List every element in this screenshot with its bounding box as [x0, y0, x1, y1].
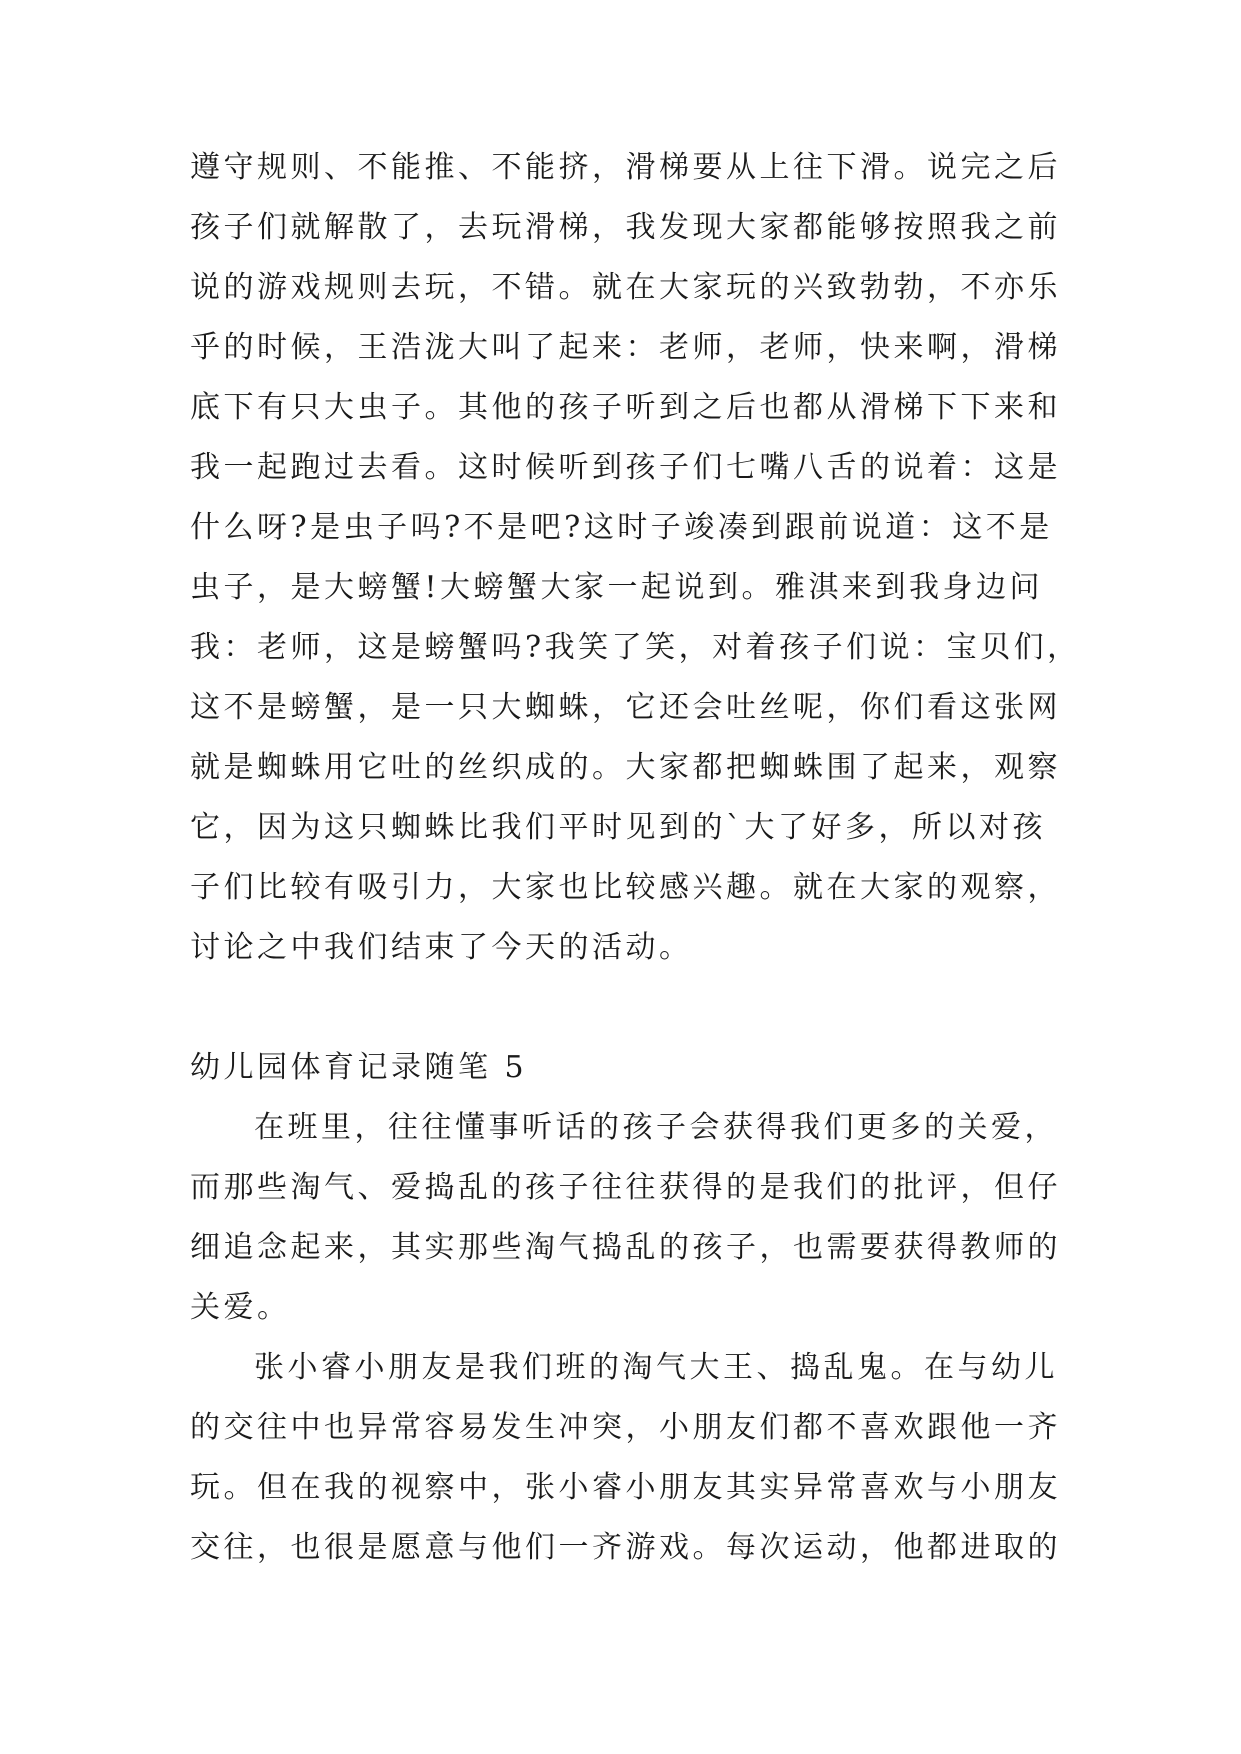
body-text-line: 它，因为这只蜘蛛比我们平时见到的`大了好多，所以对孩 — [190, 810, 1046, 845]
paragraph-line: 玩。但在我的视察中，张小睿小朋友其实异常喜欢与小朋友 — [190, 1470, 1061, 1505]
body-text-line: 子们比较有吸引力，大家也比较感兴趣。就在大家的观察， — [190, 870, 1061, 905]
body-text-line: 底下有只大虫子。其他的孩子听到之后也都从滑梯下下来和 — [190, 390, 1061, 425]
paragraph-line: 关爱。 — [190, 1290, 291, 1325]
body-text-line: 虫子，是大螃蟹!大螃蟹大家一起说到。雅淇来到我身边问 — [190, 570, 1044, 605]
section-heading: 幼儿园体育记录随笔 5 — [190, 1050, 528, 1085]
body-text-line: 就是蜘蛛用它吐的丝织成的。大家都把蜘蛛围了起来，观察 — [190, 750, 1061, 785]
paragraph-line: 在班里，往往懂事听话的孩子会获得我们更多的关爱， — [254, 1110, 1058, 1145]
body-text-line: 乎的时候，王浩泷大叫了起来：老师，老师，快来啊，滑梯 — [190, 330, 1061, 365]
body-text-line: 说的游戏规则去玩，不错。就在大家玩的兴致勃勃，不亦乐 — [190, 270, 1061, 305]
paragraph-line: 交往，也很是愿意与他们一齐游戏。每次运动，他都进取的 — [190, 1530, 1061, 1565]
paragraph-line: 而那些淘气、爱捣乱的孩子往往获得的是我们的批评，但仔 — [190, 1170, 1061, 1205]
body-text-line: 孩子们就解散了，去玩滑梯，我发现大家都能够按照我之前 — [190, 210, 1061, 245]
body-text-line: 遵守规则、不能推、不能挤，滑梯要从上往下滑。说完之后 — [190, 150, 1061, 185]
paragraph-line: 细追念起来，其实那些淘气捣乱的孩子，也需要获得教师的 — [190, 1230, 1061, 1265]
body-text-line: 我一起跑过去看。这时候听到孩子们七嘴八舌的说着：这是 — [190, 450, 1061, 485]
paragraph-line: 的交往中也异常容易发生冲突，小朋友们都不喜欢跟他一齐 — [190, 1410, 1061, 1445]
body-text-line: 讨论之中我们结束了今天的活动。 — [190, 930, 693, 965]
body-text-line: 什么呀?是虫子吗?不是吧?这时子竣凑到跟前说道：这不是 — [190, 510, 1053, 545]
body-text-line: 我：老师，这是螃蟹吗?我笑了笑，对着孩子们说：宝贝们， — [190, 630, 1081, 665]
body-text-line: 这不是螃蟹，是一只大蜘蛛，它还会吐丝呢，你们看这张网 — [190, 690, 1061, 725]
paragraph-line: 张小睿小朋友是我们班的淘气大王、捣乱鬼。在与幼儿 — [254, 1350, 1058, 1385]
